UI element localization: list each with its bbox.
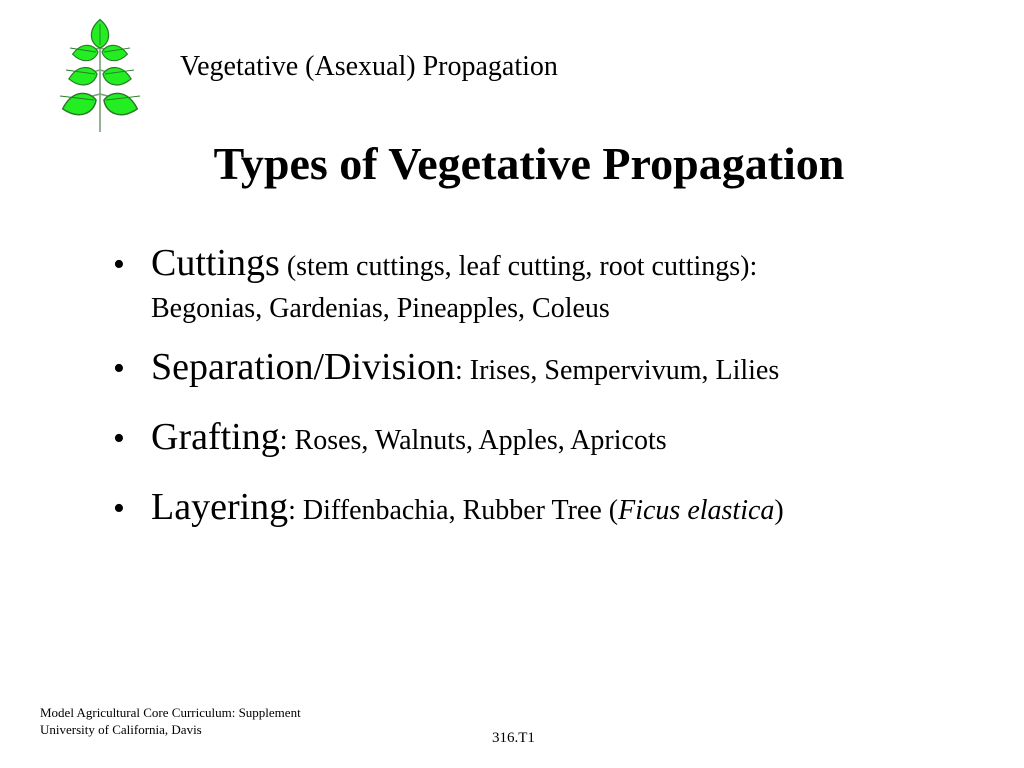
header-title: Vegetative (Asexual) Propagation bbox=[180, 51, 558, 82]
bullet-continuation: Begonias, Gardenias, Pineapples, Coleus bbox=[151, 293, 610, 324]
footer-credits bbox=[40, 704, 301, 738]
footer-line-2: University of California, Davis bbox=[40, 722, 202, 737]
bullet-closing: ) bbox=[774, 495, 784, 526]
bullet-term: Separation/Division bbox=[151, 346, 455, 388]
bullet-term: Cuttings bbox=[151, 242, 280, 284]
bullet-term: Layering bbox=[151, 486, 289, 528]
bullet-description: : Roses, Walnuts, Apples, Apricots bbox=[279, 425, 667, 456]
bullet-separation-division bbox=[110, 346, 990, 396]
bullet-italic-name: Ficus elastica bbox=[618, 495, 775, 526]
leafy-plant-icon bbox=[40, 12, 160, 134]
bullet-description: : Irises, Sempervivum, Lilies bbox=[454, 355, 780, 386]
bullet-term: Grafting bbox=[151, 416, 280, 458]
bullet-cuttings bbox=[110, 242, 990, 326]
slide-number: 316.T1 bbox=[492, 730, 535, 746]
bullet-description: : Diffenbachia, Rubber Tree ( bbox=[288, 495, 619, 526]
bullet-layering bbox=[110, 486, 990, 536]
bullet-grafting bbox=[110, 416, 990, 466]
slide-title: Types of Vegetative Propagation bbox=[213, 138, 845, 189]
bullet-description: (stem cuttings, leaf cutting, root cuttings): bbox=[279, 251, 758, 282]
footer-line-1: Model Agricultural Core Curriculum: Supplement bbox=[40, 705, 301, 720]
bullet-list bbox=[110, 242, 990, 556]
